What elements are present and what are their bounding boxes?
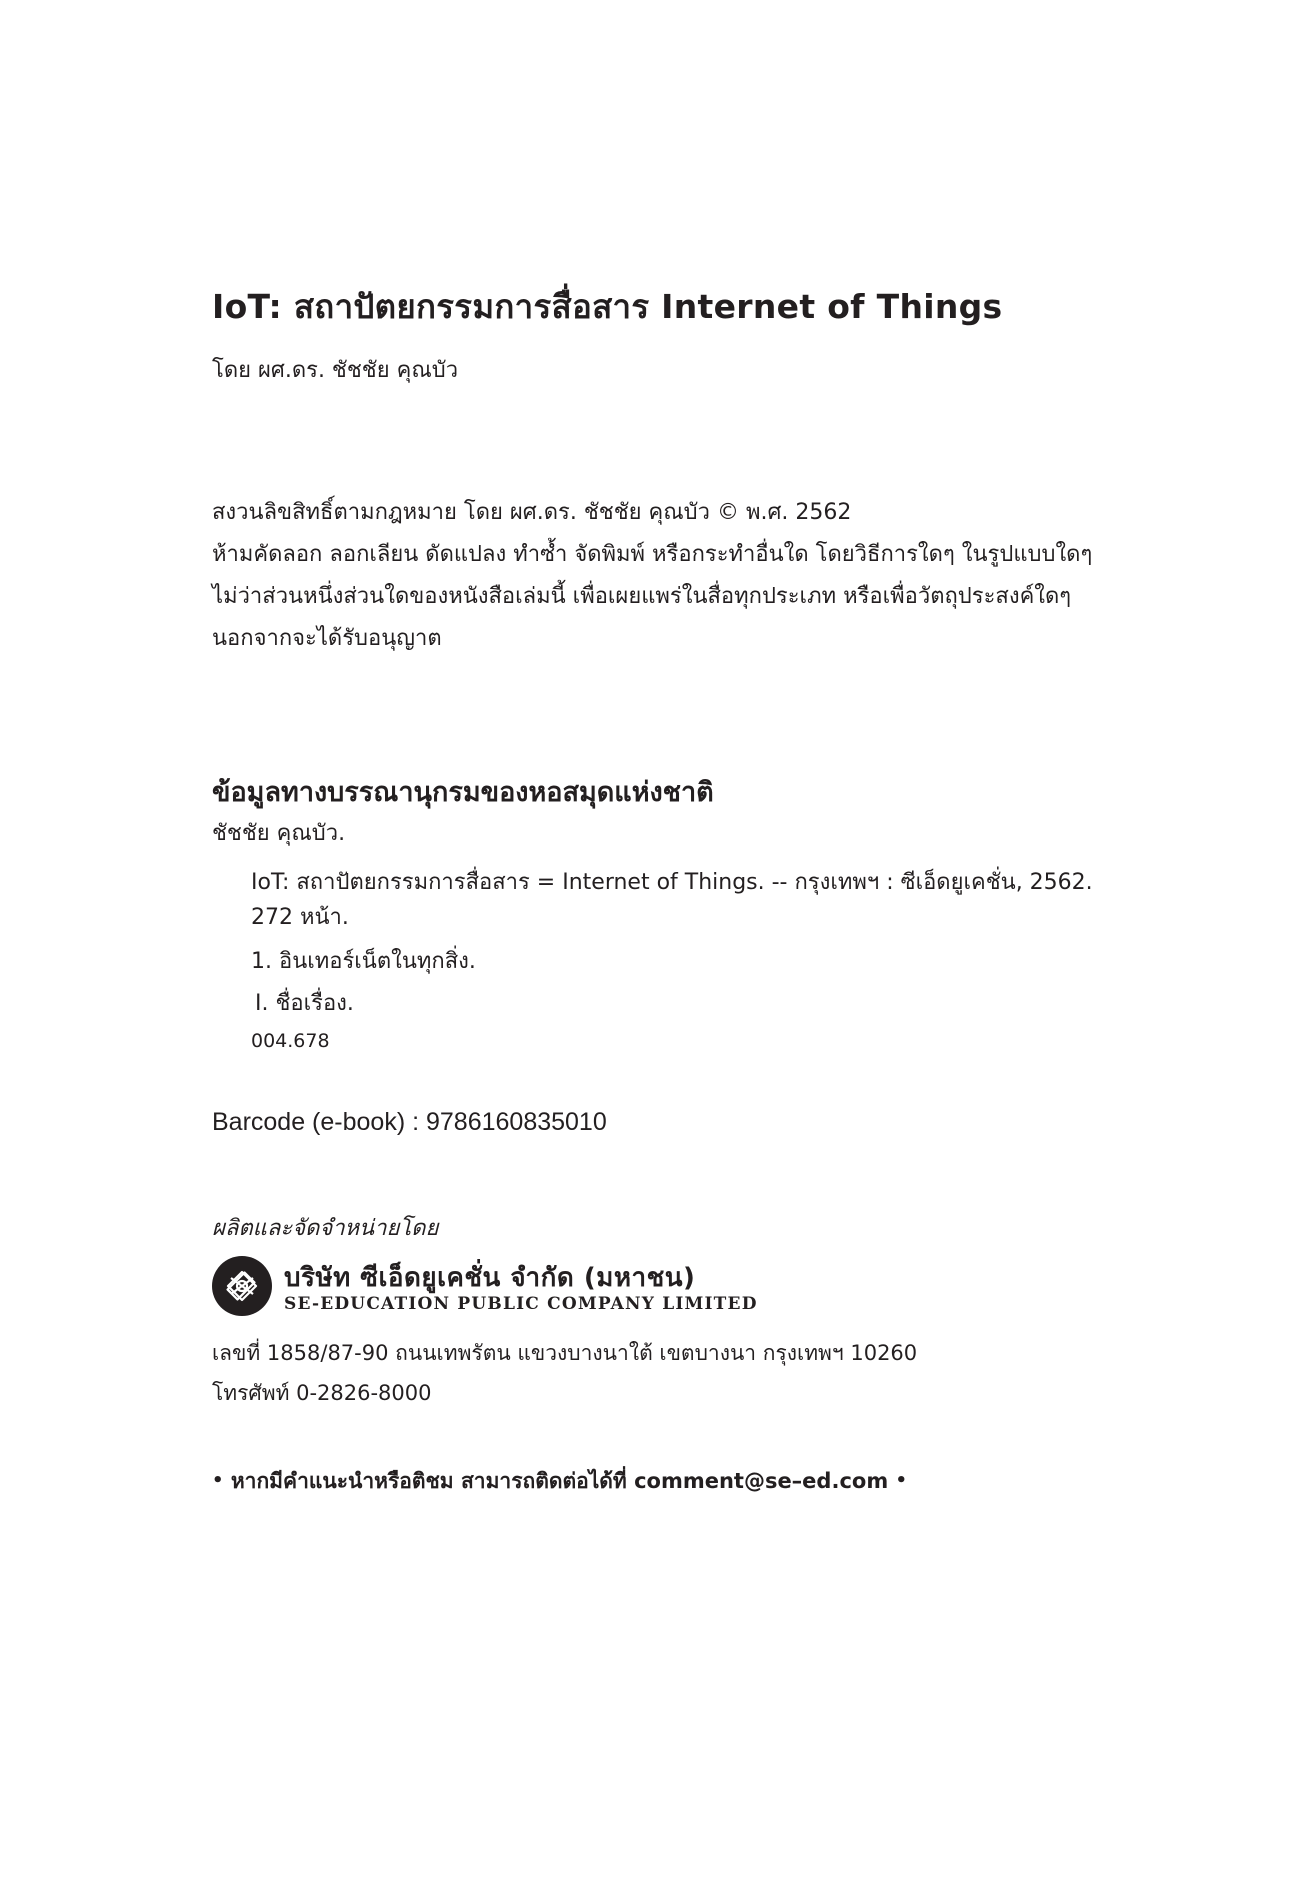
bullet-icon: • <box>895 1470 908 1491</box>
publisher-address: เลขที่ 1858/87-90 ถนนเทพรัตน แขวงบางนาใต้ เขตบางนา กรุงเทพฯ 10260 <box>212 1341 918 1365</box>
contact-text: หากมีคำแนะนำหรือติชม สามารถติดต่อได้ที่ comment@se–ed.com <box>230 1469 889 1493</box>
copyright-line: สงวนลิขสิทธิ์ตามกฎหมาย โดย ผศ.ดร. ชัชชัย คุณบัว © พ.ศ. 2562 <box>212 500 852 525</box>
cip-entry-title: IoT: สถาปัตยกรรมการสื่อสาร = Internet of Things. -- กรุงเทพฯ : ซีเอ็ดยูเคชั่น, 2562. <box>251 870 1093 895</box>
copyright-notice <box>212 492 1092 660</box>
book-title: IoT: สถาปัตยกรรมการสื่อสาร Internet of Things <box>212 287 1003 326</box>
publisher-phone: โทรศัพท์ 0-2826-8000 <box>212 1381 432 1405</box>
produced-by-label: ผลิตและจัดจำหน่ายโดย <box>212 1216 439 1241</box>
bullet-icon: • <box>212 1470 224 1491</box>
copyright-line: ไม่ว่าส่วนหนึ่งส่วนใดของหนังสือเล่มนี้ เพื่อเผยแพร่ในสื่อทุกประเภท หรือเพื่อวัตถุประสงค์ใดๆ <box>212 584 1072 609</box>
se-ed-logo-icon <box>212 1256 272 1316</box>
contact-line <box>212 1465 907 1498</box>
publisher-name-thai: บริษัท ซีเอ็ดยูเคชั่น จำกัด (มหาชน) <box>284 1263 696 1293</box>
cip-author: ชัชชัย คุณบัว. <box>212 821 346 846</box>
cip-subject: 1. อินเทอร์เน็ตในทุกสิ่ง. <box>251 949 476 974</box>
publisher-name-english: SE-EDUCATION PUBLIC COMPANY LIMITED <box>284 1294 758 1314</box>
copyright-line: นอกจากจะได้รับอนุญาต <box>212 626 442 651</box>
cip-added-entry: I. ชื่อเรื่อง. <box>255 991 354 1016</box>
cip-entry <box>251 865 1093 935</box>
barcode-text: Barcode (e-book) : 9786160835010 <box>212 1108 607 1136</box>
copyright-line: ห้ามคัดลอก ลอกเลียน ดัดแปลง ทำซ้ำ จัดพิมพ์ หรือกระทำอื่นใด โดยวิธีการใดๆ ในรูปแบบใดๆ <box>212 542 1093 567</box>
cip-classification: 004.678 <box>251 1030 330 1052</box>
book-author: โดย ผศ.ดร. ชัชชัย คุณบัว <box>212 358 459 383</box>
cip-entry-pages: 272 หน้า. <box>251 905 349 930</box>
cip-heading: ข้อมูลทางบรรณานุกรมของหอสมุดแห่งชาติ <box>212 777 714 808</box>
